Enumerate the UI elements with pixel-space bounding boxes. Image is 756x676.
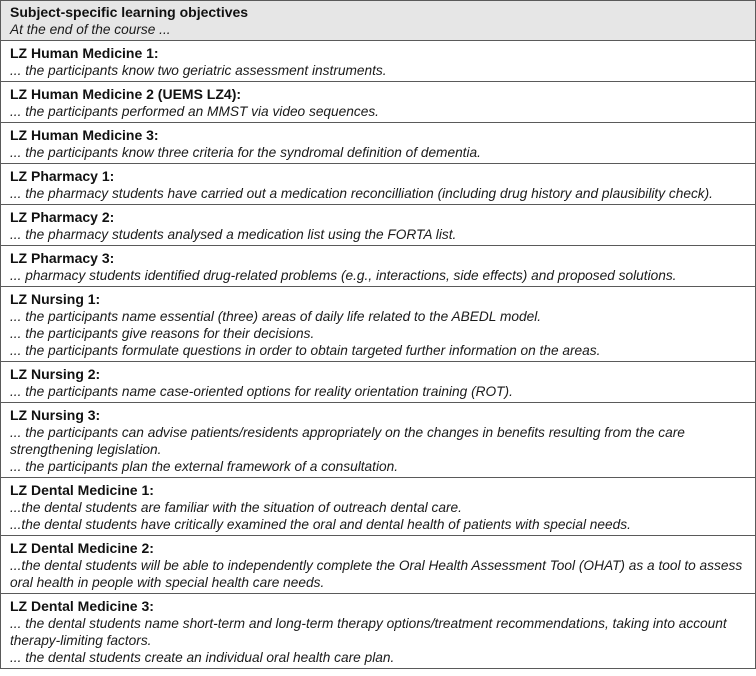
objective-row [1,41,756,82]
objective-line: ... the participants performed an MMST via video sequences. [10,104,379,119]
objective-line: ... the pharmacy students analysed a medication list using the FORTA list. [10,227,457,242]
table-header-title: Subject-specific learning objectives [10,4,249,20]
objective-cell [1,164,756,205]
table-header-row [1,1,756,41]
objective-row [1,287,756,362]
objective-cell [1,478,756,536]
objective-line: ... the participants name case-oriented options for reality orientation training (ROT). [10,384,513,399]
objective-line: ...the dental students will be able to independently complete the Oral Health Assessment Tool (OHAT) as a tool to assess oral health in people with special health care needs. [10,558,743,590]
objective-title: LZ Dental Medicine 1: [10,482,154,498]
objective-row [1,362,756,403]
objective-line: ... the participants give reasons for their decisions. [10,326,315,341]
objective-line: ... the participants know three criteria for the syndromal definition of dementia. [10,145,481,160]
objective-line: ... the participants know two geriatric assessment instruments. [10,63,387,78]
objective-cell [1,82,756,123]
objective-title: LZ Dental Medicine 3: [10,598,154,614]
objective-row [1,246,756,287]
objective-title: LZ Human Medicine 2 (UEMS LZ4): [10,86,242,102]
objective-line: ...the dental students are familiar with the situation of outreach dental care. [10,500,462,515]
objective-title: LZ Human Medicine 1: [10,45,159,61]
objective-cell [1,246,756,287]
objective-line: ... the participants name essential (three) areas of daily life related to the ABEDL model. [10,309,542,324]
objective-row [1,123,756,164]
objective-title: LZ Pharmacy 1: [10,168,115,184]
objective-line: ... the dental students create an individual oral health care plan. [10,650,395,665]
table-body [1,1,756,669]
objective-row [1,164,756,205]
objective-title: LZ Pharmacy 3: [10,250,115,266]
objective-cell [1,536,756,594]
objective-row [1,536,756,594]
objective-line: ... the dental students name short-term and long-term therapy options/treatment recommendations, taking into account therapy-limiting factors. [10,616,727,648]
objective-row [1,403,756,478]
objective-line: ... the participants formulate questions in order to obtain targeted further information on the areas. [10,343,601,358]
objective-cell [1,287,756,362]
objective-line: ... the participants can advise patients/residents appropriately on the changes in benefits resulting from the care strengthening legislation. [10,425,685,457]
objective-line: ... pharmacy students identified drug-related problems (e.g., interactions, side effects) and proposed solutions. [10,268,677,283]
objective-cell [1,362,756,403]
objective-line: ... the participants plan the external framework of a consultation. [10,459,399,474]
table-header-subtitle: At the end of the course ... [10,22,171,37]
objective-title: LZ Dental Medicine 2: [10,540,154,556]
objective-cell [1,41,756,82]
objective-cell [1,594,756,669]
objective-row [1,594,756,669]
objective-title: LZ Nursing 2: [10,366,101,382]
objective-cell [1,205,756,246]
objective-cell [1,123,756,164]
objective-cell [1,403,756,478]
objective-title: LZ Human Medicine 3: [10,127,159,143]
objective-line: ...the dental students have critically examined the oral and dental health of patients with special needs. [10,517,631,532]
table-header-cell [1,1,756,41]
objective-line: ... the pharmacy students have carried out a medication reconcilliation (including drug history and plausibility check). [10,186,713,201]
objective-row [1,205,756,246]
objective-row [1,478,756,536]
objective-title: LZ Nursing 3: [10,407,101,423]
objective-title: LZ Pharmacy 2: [10,209,115,225]
objective-title: LZ Nursing 1: [10,291,101,307]
objective-row [1,82,756,123]
